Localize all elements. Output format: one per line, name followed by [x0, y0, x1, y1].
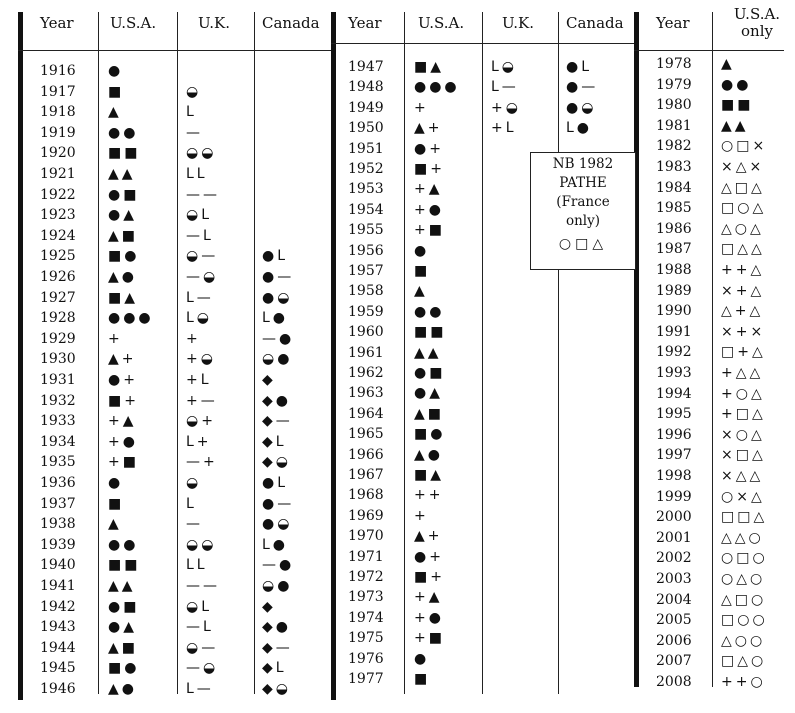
right-usa-cell: +○△	[721, 385, 765, 402]
left-usa-cell: ■●	[108, 248, 140, 265]
note-line-4: only)	[565, 213, 601, 229]
right-usa-cell: △△○	[721, 529, 764, 546]
right-year-cell: 1982	[656, 138, 692, 155]
right-year-cell: 1980	[656, 97, 692, 114]
left-canada-cell: ●—	[262, 269, 295, 285]
note-line-1: NB 1982	[552, 156, 614, 172]
left-year-cell: 1924	[40, 227, 76, 244]
left-canada-cell: ●L	[262, 248, 289, 265]
left-usa-cell: ●	[108, 63, 124, 79]
left-usa-cell: +●	[108, 433, 138, 450]
left-year-cell: 1929	[40, 330, 76, 347]
left-usa-cell: +	[108, 330, 123, 347]
middle-year-cell: 1974	[348, 609, 384, 626]
middle-year-cell: 1959	[348, 303, 384, 320]
middle-year-cell: 1966	[348, 446, 384, 463]
left-year-cell: 1923	[40, 207, 76, 224]
header-middle-canada: Canada	[566, 14, 624, 32]
left-year-cell: 1917	[40, 83, 76, 100]
middle-year-cell: 1970	[348, 528, 384, 545]
right-year-cell: 1990	[656, 303, 692, 320]
left-usa-cell: ●■	[108, 186, 140, 203]
left-canada-cell: ◆L	[262, 433, 287, 450]
right-year-cell: 2002	[656, 550, 692, 567]
header-underline-left	[18, 50, 331, 51]
left-uk-cell: —	[186, 516, 203, 533]
left-canada-cell: ●L	[262, 475, 289, 491]
middle-usa-cell: ▲■	[414, 405, 444, 422]
header-middle-uk: U.K.	[502, 14, 535, 32]
left-year-cell: 1941	[40, 578, 76, 594]
middle-usa-cell: ●■	[414, 365, 446, 381]
right-year-cell: 1993	[656, 365, 692, 381]
left-canada-cell: ◆●	[262, 392, 291, 409]
right-usa-cell: ●●	[721, 76, 752, 93]
right-year-cell: 2006	[656, 632, 692, 649]
middle-year-cell: 1947	[348, 59, 384, 75]
middle-year-cell: 1950	[348, 120, 384, 137]
note-symbols: ○□△	[558, 236, 608, 252]
right-usa-cell: □△○	[721, 653, 767, 670]
middle-uk-cell: +L	[491, 120, 517, 137]
left-uk-cell: —L	[186, 619, 214, 636]
header-underline-middle	[331, 43, 634, 44]
rule-middle-uk	[482, 12, 483, 694]
middle-year-cell: 1972	[348, 569, 384, 585]
right-year-cell: 1988	[656, 262, 692, 278]
right-usa-cell: ×○△	[721, 426, 765, 443]
left-uk-cell: —	[186, 124, 203, 141]
middle-canada-cell: ●—	[566, 79, 599, 96]
rule-middle-canada	[558, 12, 559, 694]
right-year-cell: 1998	[656, 468, 692, 484]
right-usa-cell: ×+×	[721, 323, 766, 340]
left-usa-cell: ●	[108, 475, 124, 491]
left-year-cell: 1930	[40, 351, 76, 368]
middle-year-cell: 1962	[348, 365, 384, 381]
right-usa-cell: □○△	[721, 200, 767, 217]
middle-year-cell: 1973	[348, 589, 384, 606]
middle-year-cell: 1963	[348, 385, 384, 402]
left-year-cell: 1937	[40, 495, 76, 512]
right-year-cell: 1984	[656, 179, 692, 196]
rule-left-usa	[98, 12, 99, 694]
left-usa-cell: ■	[108, 83, 125, 100]
middle-year-cell: 1965	[348, 426, 384, 443]
left-usa-cell: ■+	[108, 392, 139, 409]
middle-usa-cell: ●	[414, 650, 430, 667]
middle-usa-cell: ●+	[414, 548, 444, 565]
right-usa-cell: ×+△	[721, 282, 765, 299]
left-uk-cell: L—	[186, 289, 214, 306]
right-year-cell: 1991	[656, 323, 692, 340]
right-usa-cell: ○□○	[721, 550, 768, 567]
left-canada-cell: ●—	[262, 495, 295, 512]
header-left-usa: U.S.A.	[110, 14, 157, 32]
left-canada-cell: ◆●	[262, 619, 291, 636]
middle-usa-cell: +■	[414, 222, 445, 239]
middle-year-cell: 1964	[348, 405, 384, 422]
right-usa-cell: ×△×	[721, 159, 765, 175]
header-right-year: Year	[656, 14, 690, 32]
left-uk-cell: ◒—	[186, 248, 219, 265]
left-uk-cell: ◒L	[186, 598, 213, 615]
left-uk-cell: ——	[186, 578, 220, 594]
right-usa-cell: ×□△	[721, 447, 766, 464]
left-year-cell: 1918	[40, 104, 76, 121]
left-usa-cell: ▲●	[108, 269, 137, 285]
left-uk-cell: —◒	[186, 660, 219, 677]
right-usa-cell: ■■	[721, 97, 754, 114]
left-canada-cell: ◆	[262, 372, 276, 388]
left-uk-cell: L	[186, 104, 197, 121]
middle-year-cell: 1967	[348, 467, 384, 483]
middle-usa-cell: ●●●	[414, 79, 460, 96]
right-year-cell: 1996	[656, 426, 692, 443]
left-year-cell: 1944	[40, 639, 76, 656]
middle-usa-cell: ++	[414, 487, 444, 504]
left-canada-cell: ●◒	[262, 289, 293, 306]
left-usa-cell: ■●	[108, 660, 140, 677]
left-usa-cell: ▲●	[108, 681, 137, 697]
left-year-cell: 1922	[40, 186, 76, 203]
left-usa-cell: ●●	[108, 536, 139, 553]
middle-year-cell: 1976	[348, 650, 384, 667]
left-usa-cell: +▲	[108, 413, 137, 430]
rule-middle-usa	[404, 12, 405, 694]
header-left-canada: Canada	[262, 14, 320, 32]
right-year-cell: 2003	[656, 571, 692, 587]
left-year-cell: 1928	[40, 310, 76, 327]
right-year-cell: 2005	[656, 612, 692, 629]
left-usa-cell: ●▲	[108, 619, 137, 636]
left-usa-cell: ▲■	[108, 639, 138, 656]
middle-uk-cell: +◒	[491, 99, 521, 116]
middle-usa-cell: ●	[414, 242, 430, 259]
middle-usa-cell: ●+	[414, 140, 444, 157]
left-uk-cell: LL	[186, 166, 208, 182]
middle-usa-cell: ■▲	[414, 59, 444, 75]
right-usa-cell: +□△	[721, 406, 766, 423]
left-year-cell: 1927	[40, 289, 76, 306]
right-usa-cell: □□△	[721, 509, 768, 526]
middle-usa-cell: ■+	[414, 161, 445, 177]
right-year-cell: 1981	[656, 117, 692, 134]
left-year-cell: 1920	[40, 145, 76, 162]
right-year-cell: 1997	[656, 447, 692, 464]
middle-usa-cell: ▲	[414, 283, 428, 300]
left-uk-cell: ◒—	[186, 639, 219, 656]
right-usa-cell: ++○	[721, 674, 766, 690]
middle-canada-cell: ●◒	[566, 99, 597, 116]
left-uk-cell: L—	[186, 681, 214, 697]
left-year-cell: 1919	[40, 124, 76, 141]
left-canada-cell: —●	[262, 557, 295, 574]
header-underline-right	[634, 50, 784, 51]
right-year-cell: 1989	[656, 282, 692, 299]
right-usa-cell: ++△	[721, 262, 765, 278]
left-canada-cell: ◆	[262, 598, 276, 615]
middle-usa-cell: ■▲	[414, 467, 444, 483]
middle-usa-cell: ■+	[414, 569, 445, 585]
left-usa-cell: ▲+	[108, 351, 137, 368]
middle-year-cell: 1955	[348, 222, 384, 239]
left-year-cell: 1932	[40, 392, 76, 409]
left-year-cell: 1940	[40, 557, 76, 574]
left-uk-cell: —◒	[186, 269, 219, 285]
right-usa-cell: △+△	[721, 303, 764, 320]
left-year-cell: 1926	[40, 269, 76, 285]
header-left-uk: U.K.	[198, 14, 231, 32]
middle-usa-cell: +▲	[414, 589, 443, 606]
right-year-cell: 1987	[656, 241, 692, 258]
left-usa-cell: ▲	[108, 516, 122, 533]
left-usa-cell: ●■	[108, 598, 140, 615]
left-year-cell: 1916	[40, 63, 76, 79]
middle-year-cell: 1961	[348, 344, 384, 361]
pathe-note-box	[530, 152, 636, 270]
right-usa-cell: +△△	[721, 365, 764, 381]
left-canada-cell: ◆◒	[262, 454, 291, 471]
left-usa-cell: ▲■	[108, 227, 138, 244]
right-usa-cell: ▲▲	[721, 117, 749, 134]
left-usa-cell: ■	[108, 495, 125, 512]
right-year-cell: 1978	[656, 56, 692, 72]
left-usa-cell: ▲	[108, 104, 122, 121]
middle-year-cell: 1951	[348, 140, 384, 157]
left-uk-cell: LL	[186, 557, 208, 574]
left-year-cell: 1942	[40, 598, 76, 615]
left-canada-cell: L●	[262, 536, 289, 553]
left-usa-cell: ■■	[108, 557, 141, 574]
middle-usa-cell: +●	[414, 609, 444, 626]
right-year-cell: 2000	[656, 509, 692, 526]
left-uk-cell: L+	[186, 433, 212, 450]
right-year-cell: 1992	[656, 344, 692, 361]
middle-year-cell: 1969	[348, 507, 384, 524]
middle-usa-cell: +●	[414, 201, 444, 218]
right-usa-cell: ○△○	[721, 571, 766, 587]
right-year-cell: 1985	[656, 200, 692, 217]
left-usa-cell: ●●	[108, 124, 139, 141]
middle-usa-cell: ■■	[414, 324, 447, 341]
middle-usa-cell: +	[414, 507, 429, 524]
left-uk-cell: ◒	[186, 83, 202, 100]
right-year-cell: 1994	[656, 385, 692, 402]
middle-usa-cell: ▲●	[414, 446, 443, 463]
header-middle-year: Year	[348, 14, 382, 32]
middle-year-cell: 1960	[348, 324, 384, 341]
header-middle-usa: U.S.A.	[418, 14, 465, 32]
middle-year-cell: 1971	[348, 548, 384, 565]
right-year-cell: 1999	[656, 488, 692, 505]
left-uk-cell: ◒◒	[186, 145, 217, 162]
right-usa-cell: △□△	[721, 179, 765, 196]
left-canada-cell: ●◒	[262, 516, 293, 533]
left-uk-cell: L	[186, 495, 197, 512]
left-canada-cell: ◆—	[262, 639, 293, 656]
left-usa-cell: ▲▲	[108, 578, 136, 594]
right-year-cell: 2008	[656, 674, 692, 690]
left-canada-cell: ◆◒	[262, 681, 291, 697]
left-canada-cell: ◒●	[262, 578, 293, 594]
middle-year-cell: 1975	[348, 630, 384, 647]
right-usa-cell: ▲	[721, 56, 735, 72]
header-left-year: Year	[40, 14, 74, 32]
left-year-cell: 1931	[40, 372, 76, 388]
left-usa-cell: ●▲	[108, 207, 137, 224]
right-usa-cell: △○△	[721, 220, 764, 237]
left-year-cell: 1939	[40, 536, 76, 553]
left-uk-cell: ◒	[186, 475, 202, 491]
middle-year-cell: 1977	[348, 671, 384, 687]
right-year-cell: 2007	[656, 653, 692, 670]
left-year-cell: 1945	[40, 660, 76, 677]
right-year-cell: 2001	[656, 529, 692, 546]
left-uk-cell: +◒	[186, 351, 216, 368]
note-line-2: PATHE	[559, 175, 607, 191]
right-year-cell: 2004	[656, 591, 692, 608]
left-uk-cell: ◒◒	[186, 536, 217, 553]
middle-canada-cell: ●L	[566, 59, 593, 75]
middle-usa-cell: ■	[414, 263, 431, 279]
left-year-cell: 1935	[40, 454, 76, 471]
middle-year-cell: 1958	[348, 283, 384, 300]
left-uk-cell: +—	[186, 392, 218, 409]
note-line-3: (France	[556, 194, 610, 210]
left-usa-cell: ■▲	[108, 289, 138, 306]
left-year-cell: 1921	[40, 166, 76, 182]
left-canada-cell: —●	[262, 330, 295, 347]
middle-year-cell: 1952	[348, 161, 384, 177]
left-year-cell: 1925	[40, 248, 76, 265]
rule-left-uk	[177, 12, 178, 694]
middle-year-cell: 1968	[348, 487, 384, 504]
left-uk-cell: +L	[186, 372, 212, 388]
middle-uk-cell: L◒	[491, 59, 518, 75]
middle-usa-cell: ■	[414, 671, 431, 687]
middle-usa-cell: ●●	[414, 303, 445, 320]
left-uk-cell: L◒	[186, 310, 213, 327]
right-usa-cell: △○○	[721, 632, 766, 649]
left-canada-cell: L●	[262, 310, 289, 327]
middle-usa-cell: +	[414, 99, 429, 116]
middle-year-cell: 1948	[348, 79, 384, 96]
header-right-usa-only: U.S.A. only	[733, 5, 781, 40]
middle-year-cell: 1953	[348, 181, 384, 198]
right-usa-cell: □+△	[721, 344, 766, 361]
left-usa-cell: ■■	[108, 145, 141, 162]
left-uk-cell: —L	[186, 227, 214, 244]
left-year-cell: 1936	[40, 475, 76, 491]
left-year-cell: 1933	[40, 413, 76, 430]
right-usa-cell: ○□×	[721, 138, 768, 155]
left-uk-cell: ◒+	[186, 413, 216, 430]
left-uk-cell: ◒L	[186, 207, 213, 224]
left-usa-cell: ●+	[108, 372, 138, 388]
right-usa-cell: □○○	[721, 612, 768, 629]
rule-left-canada	[254, 12, 255, 694]
middle-usa-cell: +▲	[414, 181, 443, 198]
middle-usa-cell: ▲+	[414, 528, 443, 545]
left-usa-cell: +■	[108, 454, 139, 471]
right-year-cell: 1986	[656, 220, 692, 237]
right-usa-cell: ○×△	[721, 488, 765, 505]
middle-usa-cell: ■●	[414, 426, 446, 443]
left-uk-cell: —+	[186, 454, 218, 471]
middle-usa-cell: ▲▲	[414, 344, 442, 361]
middle-usa-cell: +■	[414, 630, 445, 647]
left-canada-cell: ◒●	[262, 351, 293, 368]
left-canada-cell: ◆L	[262, 660, 287, 677]
left-uk-cell: +	[186, 330, 201, 347]
left-canada-cell: ◆—	[262, 413, 293, 430]
middle-year-cell: 1954	[348, 201, 384, 218]
middle-year-cell: 1949	[348, 99, 384, 116]
right-usa-cell: □△△	[721, 241, 765, 258]
left-uk-cell: ——	[186, 186, 220, 203]
rule-middle-edge	[331, 12, 336, 700]
left-year-cell: 1946	[40, 681, 76, 697]
left-year-cell: 1943	[40, 619, 76, 636]
left-year-cell: 1934	[40, 433, 76, 450]
left-year-cell: 1938	[40, 516, 76, 533]
middle-year-cell: 1956	[348, 242, 384, 259]
rule-right-usa	[712, 12, 713, 687]
middle-usa-cell: ●▲	[414, 385, 443, 402]
right-year-cell: 1979	[656, 76, 692, 93]
right-usa-cell: △□○	[721, 591, 767, 608]
middle-canada-cell: L●	[566, 120, 593, 137]
middle-year-cell: 1957	[348, 263, 384, 279]
right-usa-cell: ×△△	[721, 468, 764, 484]
right-year-cell: 1995	[656, 406, 692, 423]
rule-left-edge	[18, 12, 23, 700]
rule-right-edge	[634, 12, 639, 687]
right-year-cell: 1983	[656, 159, 692, 175]
middle-usa-cell: ▲+	[414, 120, 443, 137]
left-usa-cell: ▲▲	[108, 166, 136, 182]
left-usa-cell: ●●●	[108, 310, 154, 327]
middle-uk-cell: L—	[491, 79, 519, 96]
